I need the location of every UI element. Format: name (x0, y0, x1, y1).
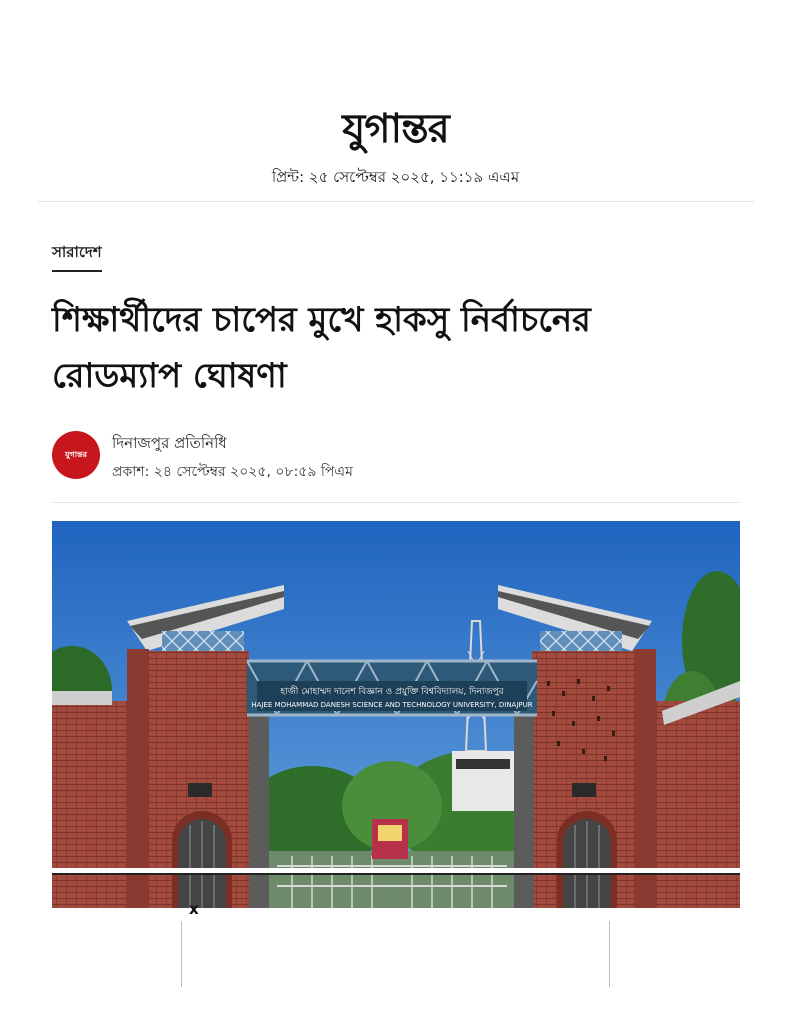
author-name[interactable]: দিনাজপুর প্রতিনিধি (112, 434, 227, 452)
header-divider (38, 201, 754, 202)
published-date: প্রকাশ: ২৪ সেপ্টেম্বর ২০২৫, ০৮:৫৯ পিএম (112, 464, 353, 480)
article-photo (52, 521, 740, 908)
ad-right-border (609, 921, 610, 987)
category-link[interactable]: সারাদেশ (52, 241, 102, 272)
byline-divider (52, 502, 740, 503)
ad-left-border (181, 921, 182, 987)
site-logo[interactable]: যুগান্তর (342, 105, 449, 152)
author-avatar (52, 431, 100, 479)
gate-sign-english: HAJEE MOHAMMAD DANESH SCIENCE AND TECHNOLOGY UNIVERSITY, DINAJPUR (251, 701, 533, 709)
masthead (0, 104, 791, 154)
avatar-logo-text: যুগান্তর (64, 449, 88, 459)
print-date: প্রিন্ট: ২৫ সেপ্টেম্বর ২০২৫, ১১:১৯ এএম (271, 168, 520, 186)
article-headline: শিক্ষার্থীদের চাপের মুখে হাকসু নির্বাচনের রোডম্যাপ ঘোষণা (52, 300, 591, 396)
close-ad-button[interactable]: x (189, 900, 199, 918)
gate-sign-bengali: হাজী মোহাম্মদ দানেশ বিজ্ঞান ও প্রযুক্তি বিশ্ববিদ্যালয়, দিনাজপুর (280, 687, 504, 697)
